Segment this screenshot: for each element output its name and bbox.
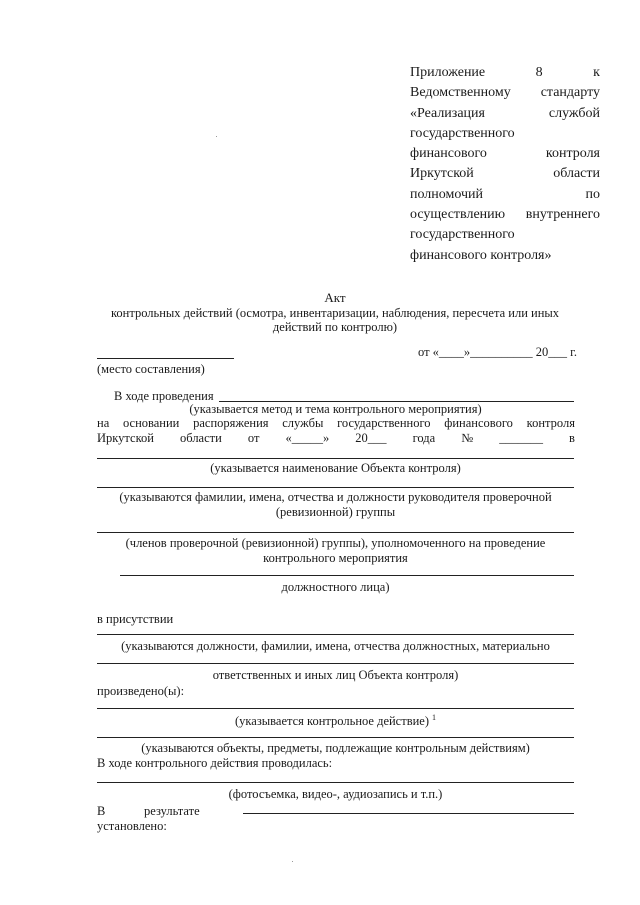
- place-line: [97, 358, 234, 359]
- appendix-word: контроля: [545, 146, 600, 162]
- place-hint: (место составления): [97, 362, 205, 376]
- appendix-word: Ведомственному: [410, 85, 511, 101]
- hint-media: (фотосъемка, видео-, аудиозапись и т.п.): [228, 787, 443, 801]
- appendix-word: «Реализация: [410, 105, 485, 121]
- appendix-word: области: [553, 166, 600, 182]
- basis-word: контроля: [526, 416, 575, 430]
- presence-label: в присутствии: [97, 612, 174, 626]
- hint-head-2: (ревизионной) группы: [275, 505, 396, 519]
- date-field: от «____»__________ 20___ г.: [418, 345, 578, 359]
- appendix-word: Иркутской: [410, 166, 474, 182]
- members-line: [97, 532, 574, 533]
- during-label: В ходе проведения: [114, 389, 214, 403]
- appendix-word: финансового: [410, 146, 487, 162]
- hint-persons-1: (указываются должности, фамилии, имена, отчества должностных, материально: [121, 639, 550, 653]
- result-line: [243, 813, 574, 814]
- basis-word: от: [247, 431, 260, 445]
- appendix-word: службой: [548, 105, 600, 121]
- appendix-line: [410, 124, 600, 144]
- scan-speck: [216, 136, 217, 137]
- appendix-word: полномочий: [410, 186, 484, 202]
- hint-official: должностного лица): [281, 580, 390, 594]
- act-title: Акт: [324, 290, 346, 305]
- head-line: [97, 487, 574, 488]
- performed-line: [97, 708, 574, 709]
- appendix-line: [410, 205, 600, 225]
- hint-object: (указывается наименование Объекта контроля): [210, 461, 461, 475]
- media-line: [97, 782, 574, 783]
- result-word-1: В: [97, 804, 106, 818]
- presence-line: [97, 634, 574, 635]
- hint-head-1: (указываются фамилии, имена, отчества и должности руководителя проверочной: [119, 490, 552, 504]
- basis-line-1: [97, 416, 575, 430]
- appendix-word: по: [585, 186, 600, 202]
- hint-action: [97, 711, 574, 728]
- basis-word: службы: [282, 416, 324, 430]
- basis-word: на: [97, 416, 110, 430]
- basis-word: в: [569, 431, 575, 445]
- act-subtitle-line1: контрольных действий (осмотра, инвентаризации, наблюдения, пересчета или иных: [110, 306, 560, 320]
- appendix-word: финансового контроля»: [410, 247, 552, 263]
- basis-word: основании: [122, 416, 180, 430]
- basis-word: «_____»: [285, 431, 330, 445]
- hint-members-1: (членов проверочной (ревизионной) группы), уполномоченного на проведение: [125, 536, 546, 550]
- hint-items: (указываются объекты, предметы, подлежащие контрольным действиям): [141, 741, 530, 755]
- appendix-block: [410, 63, 600, 266]
- basis-word: государственного: [337, 416, 431, 430]
- basis-word: №: [461, 431, 474, 445]
- appendix-line: [410, 144, 600, 164]
- established-label: установлено:: [97, 819, 167, 833]
- appendix-line: [410, 164, 600, 184]
- appendix-line: [410, 225, 600, 245]
- appendix-word: стандарту: [540, 85, 600, 101]
- hint-members-2: контрольного мероприятия: [263, 551, 408, 565]
- basis-word: области: [180, 431, 222, 445]
- performed-label: произведено(ы):: [97, 684, 185, 698]
- appendix-word: государственного: [410, 227, 515, 243]
- hint-method: (указывается метод и тема контрольного мероприятия): [189, 402, 482, 416]
- appendix-word: государственного: [410, 125, 515, 141]
- hint-action-text: (указывается контрольное действие): [235, 714, 429, 729]
- items-line: [97, 737, 574, 738]
- appendix-word: осуществлению: [410, 207, 506, 223]
- object-line: [97, 458, 574, 459]
- basis-word: года: [412, 431, 436, 445]
- basis-word: _______: [499, 431, 543, 445]
- basis-word: 20___: [355, 431, 387, 445]
- appendix-line: [410, 104, 600, 124]
- result-word-2: результате: [144, 804, 200, 818]
- appendix-word: Приложение: [410, 65, 486, 80]
- appendix-word: внутреннего: [525, 207, 600, 223]
- appendix-word: к: [593, 65, 600, 80]
- hint-persons-2: ответственных и иных лиц Объекта контроля): [212, 668, 459, 682]
- basis-word: распоряжения: [193, 416, 269, 430]
- scan-speck: [292, 861, 293, 862]
- basis-word: финансового: [444, 416, 513, 430]
- appendix-line: [410, 83, 600, 103]
- basis-line-2: [97, 431, 575, 445]
- persons-line: [97, 663, 574, 664]
- appendix-line: [410, 63, 600, 83]
- basis-word: Иркутской: [97, 431, 154, 445]
- official-line: [120, 575, 574, 576]
- during-action-label: В ходе контрольного действия проводилась:: [97, 756, 333, 770]
- appendix-line: [410, 246, 600, 266]
- act-subtitle-line2: действий по контролю): [272, 320, 398, 334]
- appendix-word: 8: [535, 65, 543, 80]
- appendix-line: [410, 185, 600, 205]
- footnote-mark: 1: [432, 713, 436, 722]
